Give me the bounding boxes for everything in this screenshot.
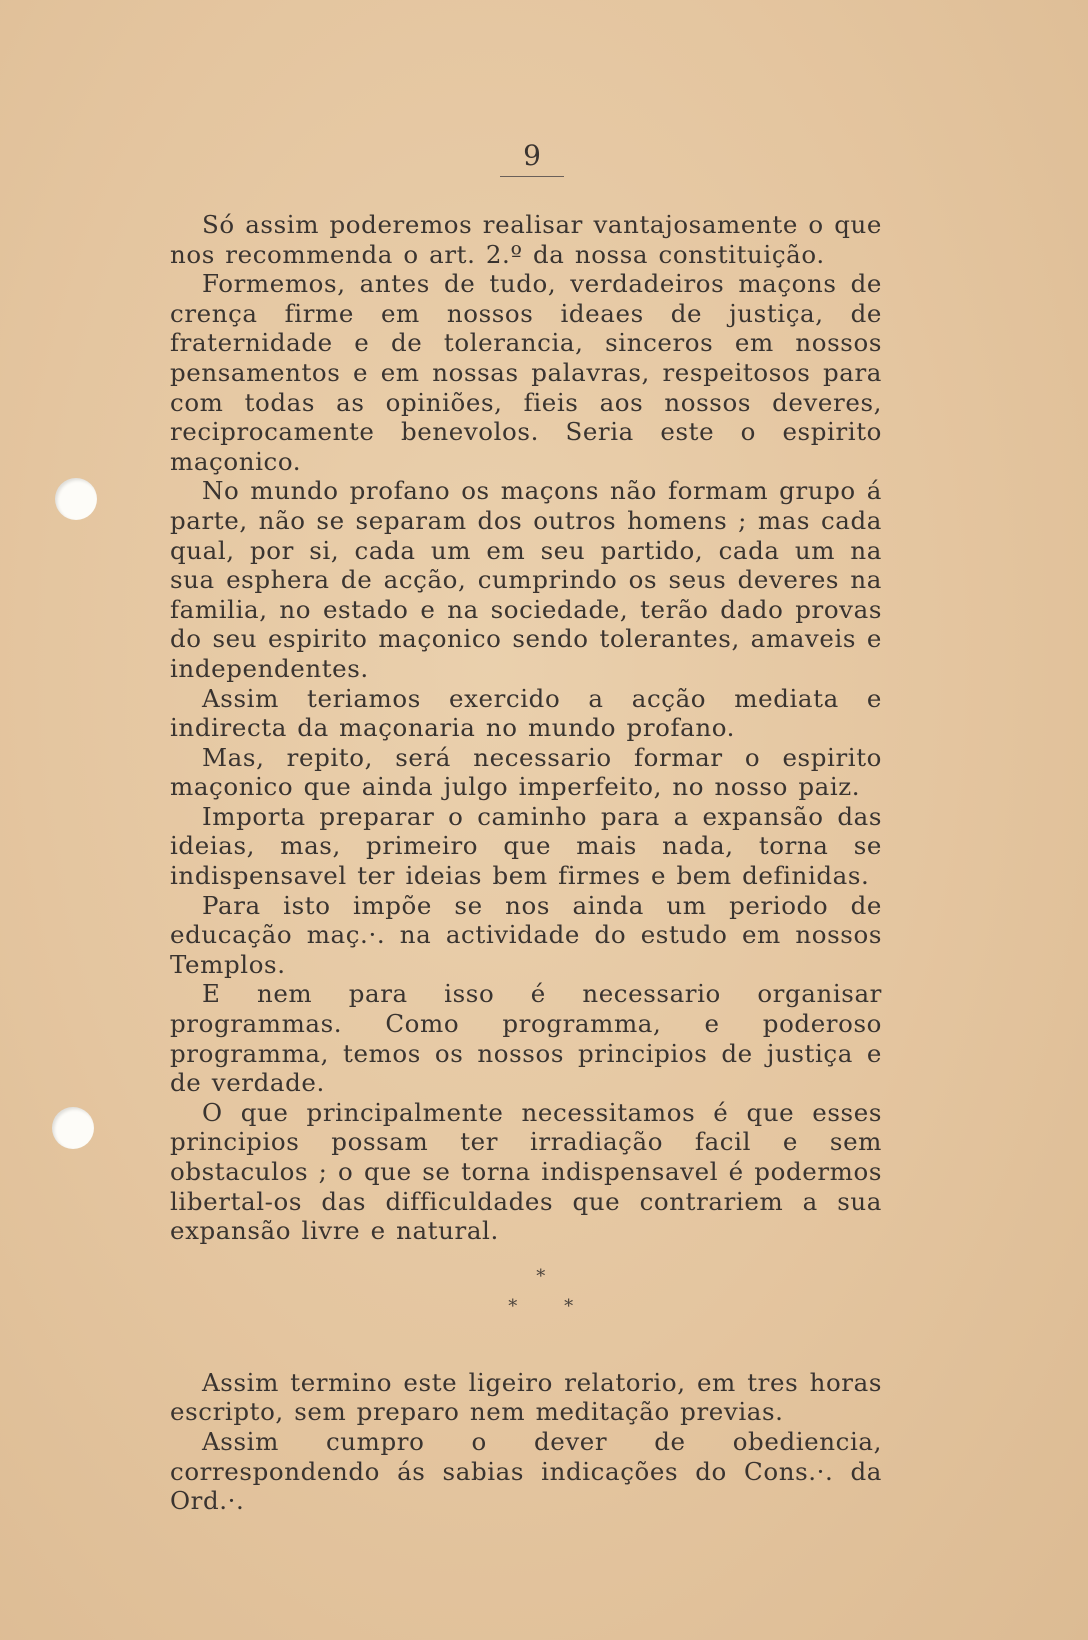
paragraph: Assim teriamos exercido a acção mediata e indirecta da maçonaria no mundo profano. xyxy=(170,683,882,743)
closing-section xyxy=(170,1368,882,1516)
paragraph: E nem para isso é necessario organisar programmas. Como programma, e poderoso programma, temos os nossos principios de justiça e de verdade. xyxy=(170,979,882,1098)
paragraph: Para isto impõe se nos ainda um periodo de educação maç.·. na actividade do estudo em nossos Templos. xyxy=(170,890,882,979)
paragraph: O que principalmente necessitamos é que esses principios possam ter irradiação facil e sem obstaculos ; o que se torna indispensavel é podermos libertal-os das difficuldades que contrariem a sua expansão livre e natural. xyxy=(170,1097,882,1246)
paragraph: Formemos, antes de tudo, verdadeiros maçons de crença firme em nossos ideaes de justiça, de fraternidade e de tolerancia, sinceros em nossos pensamentos e em nossas palavras, respeitosos para com todas as opiniões, fieis aos nossos deveres, reciprocamente benevolos. Seria este o espirito maçonico. xyxy=(170,269,882,476)
paragraph: Só assim poderemos realisar vantajosamente o que nos recommenda o art. 2.º da nossa constituição. xyxy=(170,210,882,269)
punch-hole xyxy=(55,478,97,520)
closing-paragraph: Assim cumpro o dever de obediencia, correspondendo ás sabias indicações do Cons.·. da Ord.·. xyxy=(170,1426,882,1516)
punch-hole xyxy=(52,1107,94,1149)
paragraph: No mundo profano os maçons não formam grupo á parte, não se separam dos outros homens ; mas cada qual, por si, cada um em seu partido, cada um na sua esphera de acção, cumprindo os seus deveres na familia, no estado e na sociedade, terão dado provas do seu espirito maçonico sendo tolerantes, amaveis e independentes. xyxy=(170,476,882,683)
paragraph: Importa preparar o caminho para a expansão das ideias, mas, primeiro que mais nada, torna se indispensavel ter ideias bem firmes e bem definidas. xyxy=(170,801,882,891)
asterism-bottom: * * xyxy=(508,1295,574,1317)
body-text xyxy=(170,210,882,1516)
asterism-ornament xyxy=(170,1265,882,1317)
asterism-top: * xyxy=(536,1265,546,1287)
page-number: 9 xyxy=(500,142,564,177)
closing-paragraph: Assim termino este ligeiro relatorio, em tres horas escripto, sem preparo nem meditação previas. xyxy=(170,1367,882,1427)
paragraph: Mas, repito, será necessario formar o espirito maçonico que ainda julgo imperfeito, no nosso paiz. xyxy=(170,742,882,802)
